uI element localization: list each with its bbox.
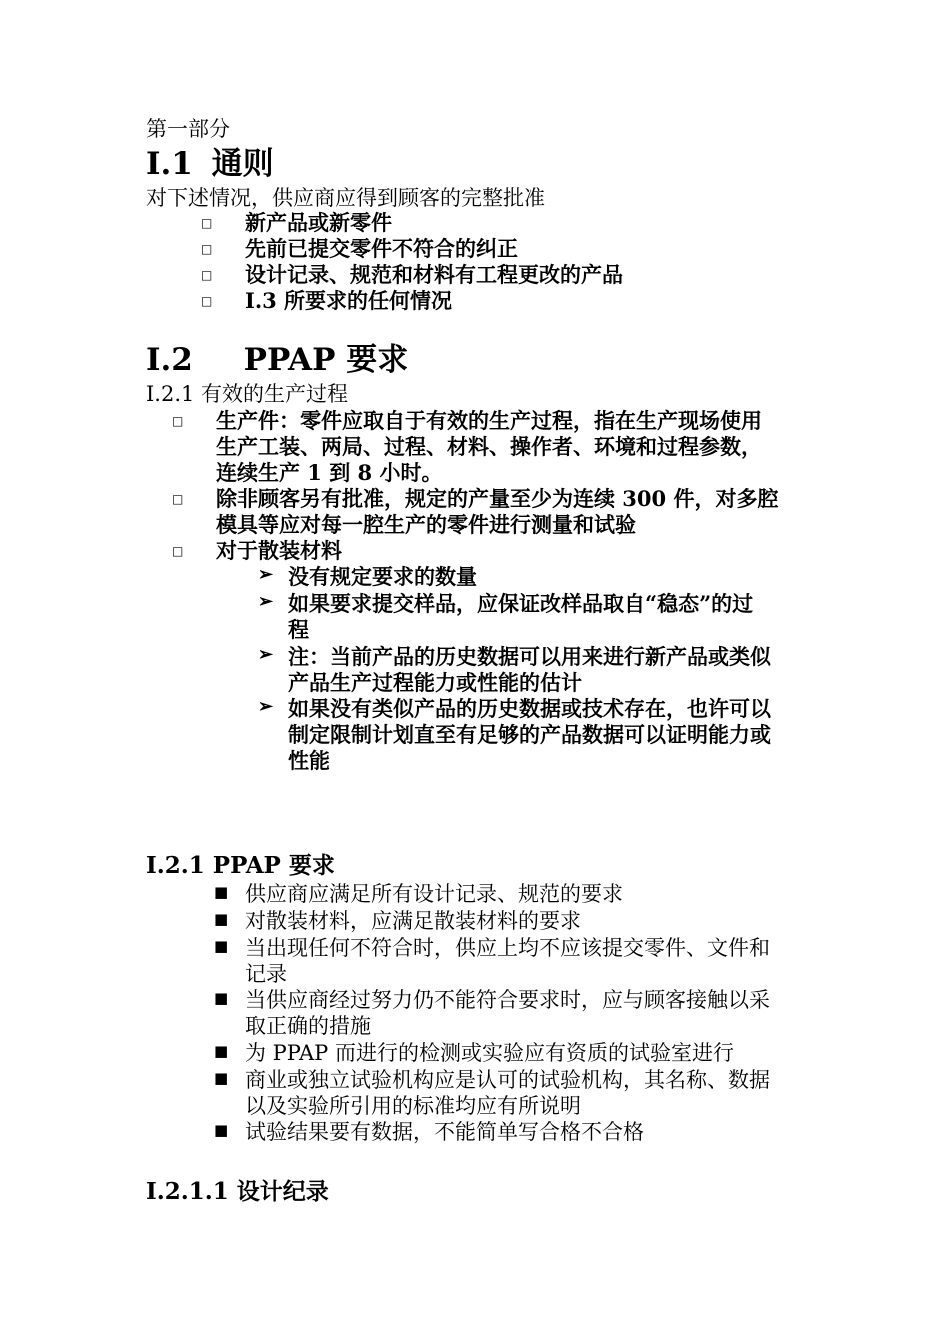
list-item: I.3 所要求的任何情况 (245, 288, 453, 313)
filled-square-bullet-icon: ■ (214, 910, 229, 928)
list-item: 新产品或新零件 (245, 210, 392, 235)
sub-list-item-line: 性能 (288, 748, 330, 773)
filled-square-bullet-icon: ■ (214, 1042, 229, 1060)
filled-square-bullet-icon: ■ (214, 1069, 229, 1087)
list-item-line: 记录 (245, 962, 287, 986)
arrow-bullet-icon: ➢ (258, 591, 274, 612)
part-label: 第一部分 (146, 117, 230, 141)
filled-square-bullet-icon: ■ (214, 937, 229, 955)
filled-square-bullet-icon: ■ (214, 1121, 229, 1139)
square-bullet-icon: □ (201, 216, 213, 230)
section-title: PPAP 要求 (243, 342, 409, 378)
list-item-line: 为 PPAP 而进行的检测或实验应有资质的试验室进行 (245, 1041, 734, 1065)
sub-list-item-line: 产品生产过程能力或性能的估计 (288, 670, 582, 695)
list-item-line: 对于散装材料 (216, 538, 342, 563)
square-bullet-icon: □ (172, 492, 184, 506)
list-item-line: 连续生产 1 到 8 小时。 (216, 460, 443, 485)
sub-heading: I.2.1 有效的生产过程 (146, 382, 349, 406)
list-item-line: 商业或独立试验机构应是认可的试验机构，其名称、数据 (245, 1068, 770, 1092)
square-bullet-icon: □ (201, 294, 213, 308)
list-item: 先前已提交零件不符合的纠正 (245, 236, 518, 261)
sub-list-item-line: 程 (288, 617, 309, 642)
arrow-bullet-icon: ➢ (258, 644, 274, 665)
section-number: I.1 (146, 146, 193, 182)
list-item-line: 当出现任何不符合时，供应上均不应该提交零件、文件和 (245, 936, 770, 960)
list-item-line: 以及实验所引用的标准均应有所说明 (245, 1094, 581, 1118)
square-bullet-icon: □ (201, 268, 213, 282)
section-heading-ppap (146, 342, 408, 378)
list-item-line: 除非顾客另有批准，规定的产量至少为连续 300 件，对多腔 (216, 486, 779, 511)
list-item-line: 供应商应满足所有设计记录、规范的要求 (245, 882, 623, 906)
filled-square-bullet-icon: ■ (214, 883, 229, 901)
sub-list-item-line: 制定限制计划直至有足够的产品数据可以证明能力或 (288, 722, 771, 747)
filled-square-bullet-icon: ■ (214, 989, 229, 1007)
arrow-bullet-icon: ➢ (258, 564, 274, 585)
list-item-line: 生产件：零件应取自于有效的生产过程，指在生产现场使用 (216, 408, 762, 433)
sub-list-item-line: 没有规定要求的数量 (288, 564, 477, 589)
list-item-line: 生产工装、两局、过程、材料、操作者、环境和过程参数， (216, 434, 762, 459)
list-item-line: 取正确的措施 (245, 1014, 371, 1038)
intro-text: 对下述情况，供应商应得到顾客的完整批准 (146, 186, 545, 210)
square-bullet-icon: □ (172, 414, 184, 428)
square-bullet-icon: □ (172, 544, 184, 558)
section-heading-general (146, 146, 274, 182)
sub-list-item-line: 注：当前产品的历史数据可以用来进行新产品或类似 (288, 644, 771, 669)
sub-list-item-line: 如果要求提交样品，应保证改样品取自“稳态”的过 (288, 591, 754, 616)
section-title: 通则 (211, 146, 274, 182)
list-item-line: 当供应商经过努力仍不能符合要求时，应与顾客接触以采 (245, 988, 770, 1012)
list-item: 设计记录、规范和材料有工程更改的产品 (245, 262, 623, 287)
sub-list-item-line: 如果没有类似产品的历史数据或技术存在，也许可以 (288, 696, 771, 721)
list-item-line: 试验结果要有数据，不能简单写合格不合格 (245, 1120, 644, 1144)
section-number: I.2 (146, 342, 193, 378)
square-bullet-icon: □ (201, 242, 213, 256)
arrow-bullet-icon: ➢ (258, 696, 274, 717)
section-heading-ppap-requirements: I.2.1 PPAP 要求 (146, 852, 335, 879)
list-item-line: 对散装材料，应满足散装材料的要求 (245, 909, 581, 933)
section-heading-design-records: I.2.1.1 设计纪录 (146, 1178, 329, 1205)
list-item-line: 模具等应对每一腔生产的零件进行测量和试验 (216, 512, 636, 537)
